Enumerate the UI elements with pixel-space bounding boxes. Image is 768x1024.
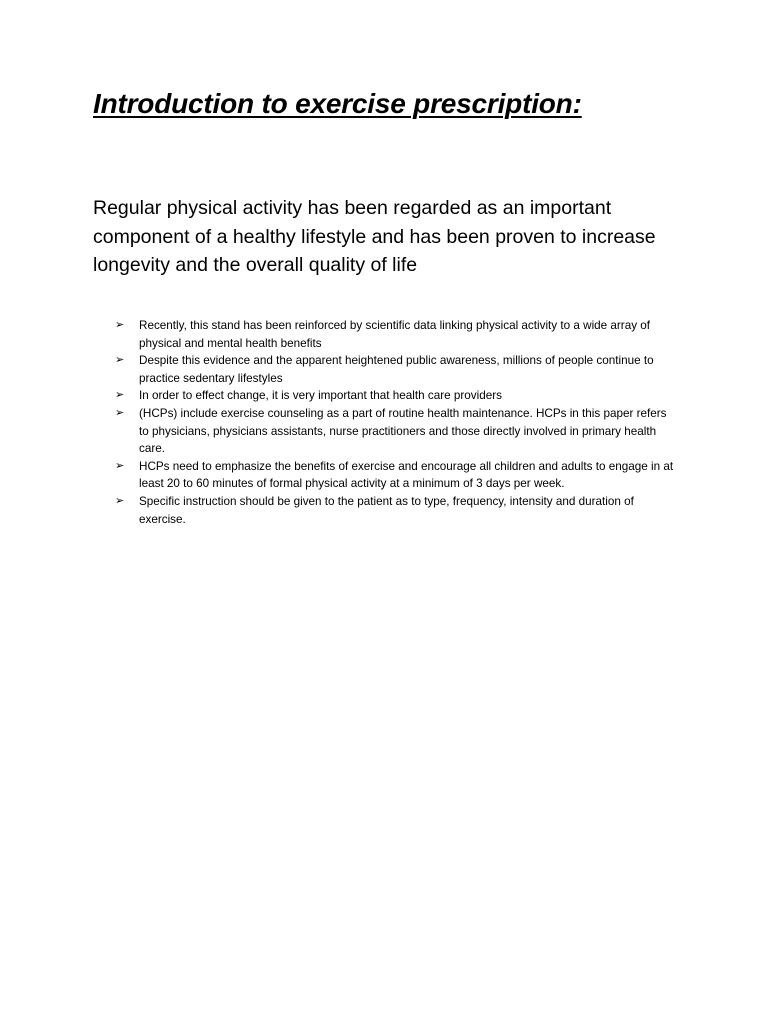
list-item xyxy=(115,458,675,493)
list-item-text: Recently, this stand has been reinforced by scientific data linking physical activity to a wide array of physical and mental health benefits xyxy=(139,319,651,350)
arrowhead-icon: ➢ xyxy=(115,389,125,402)
intro-paragraph: Regular physical activity has been regarded as an important component of a healthy lifestyle and has been proven to increase longevity and the overall quality of life xyxy=(93,197,656,276)
arrowhead-icon: ➢ xyxy=(115,494,125,507)
bullet-list xyxy=(115,317,675,528)
list-item xyxy=(115,493,675,528)
list-item xyxy=(115,387,675,405)
list-item xyxy=(115,317,675,352)
list-item-text: Despite this evidence and the apparent heightened public awareness, millions of people continue to practice sedentary lifestyles xyxy=(139,354,654,385)
list-item-text: Specific instruction should be given to the patient as to type, frequency, intensity and duration of exercise. xyxy=(139,494,634,526)
list-item-text: In order to effect change, it is very important that health care providers xyxy=(139,389,502,403)
list-item xyxy=(115,352,675,387)
list-item-text: (HCPs) include exercise counseling as a part of routine health maintenance. HCPs in this paper refers to physicians, physicians assistants, nurse practitioners and those directly involved in primary health care. xyxy=(139,406,667,456)
page-title: Introduction to exercise prescription: xyxy=(93,88,582,119)
arrowhead-icon: ➢ xyxy=(115,354,125,367)
arrowhead-icon: ➢ xyxy=(115,406,125,419)
list-item xyxy=(115,405,675,458)
list-item-text: HCPs need to emphasize the benefits of exercise and encourage all children and adults to engage in at least 20 to 60 minutes of formal physical activity at a minimum of 3 days per week. xyxy=(139,459,674,491)
arrowhead-icon: ➢ xyxy=(115,459,125,472)
arrowhead-icon: ➢ xyxy=(115,319,125,331)
